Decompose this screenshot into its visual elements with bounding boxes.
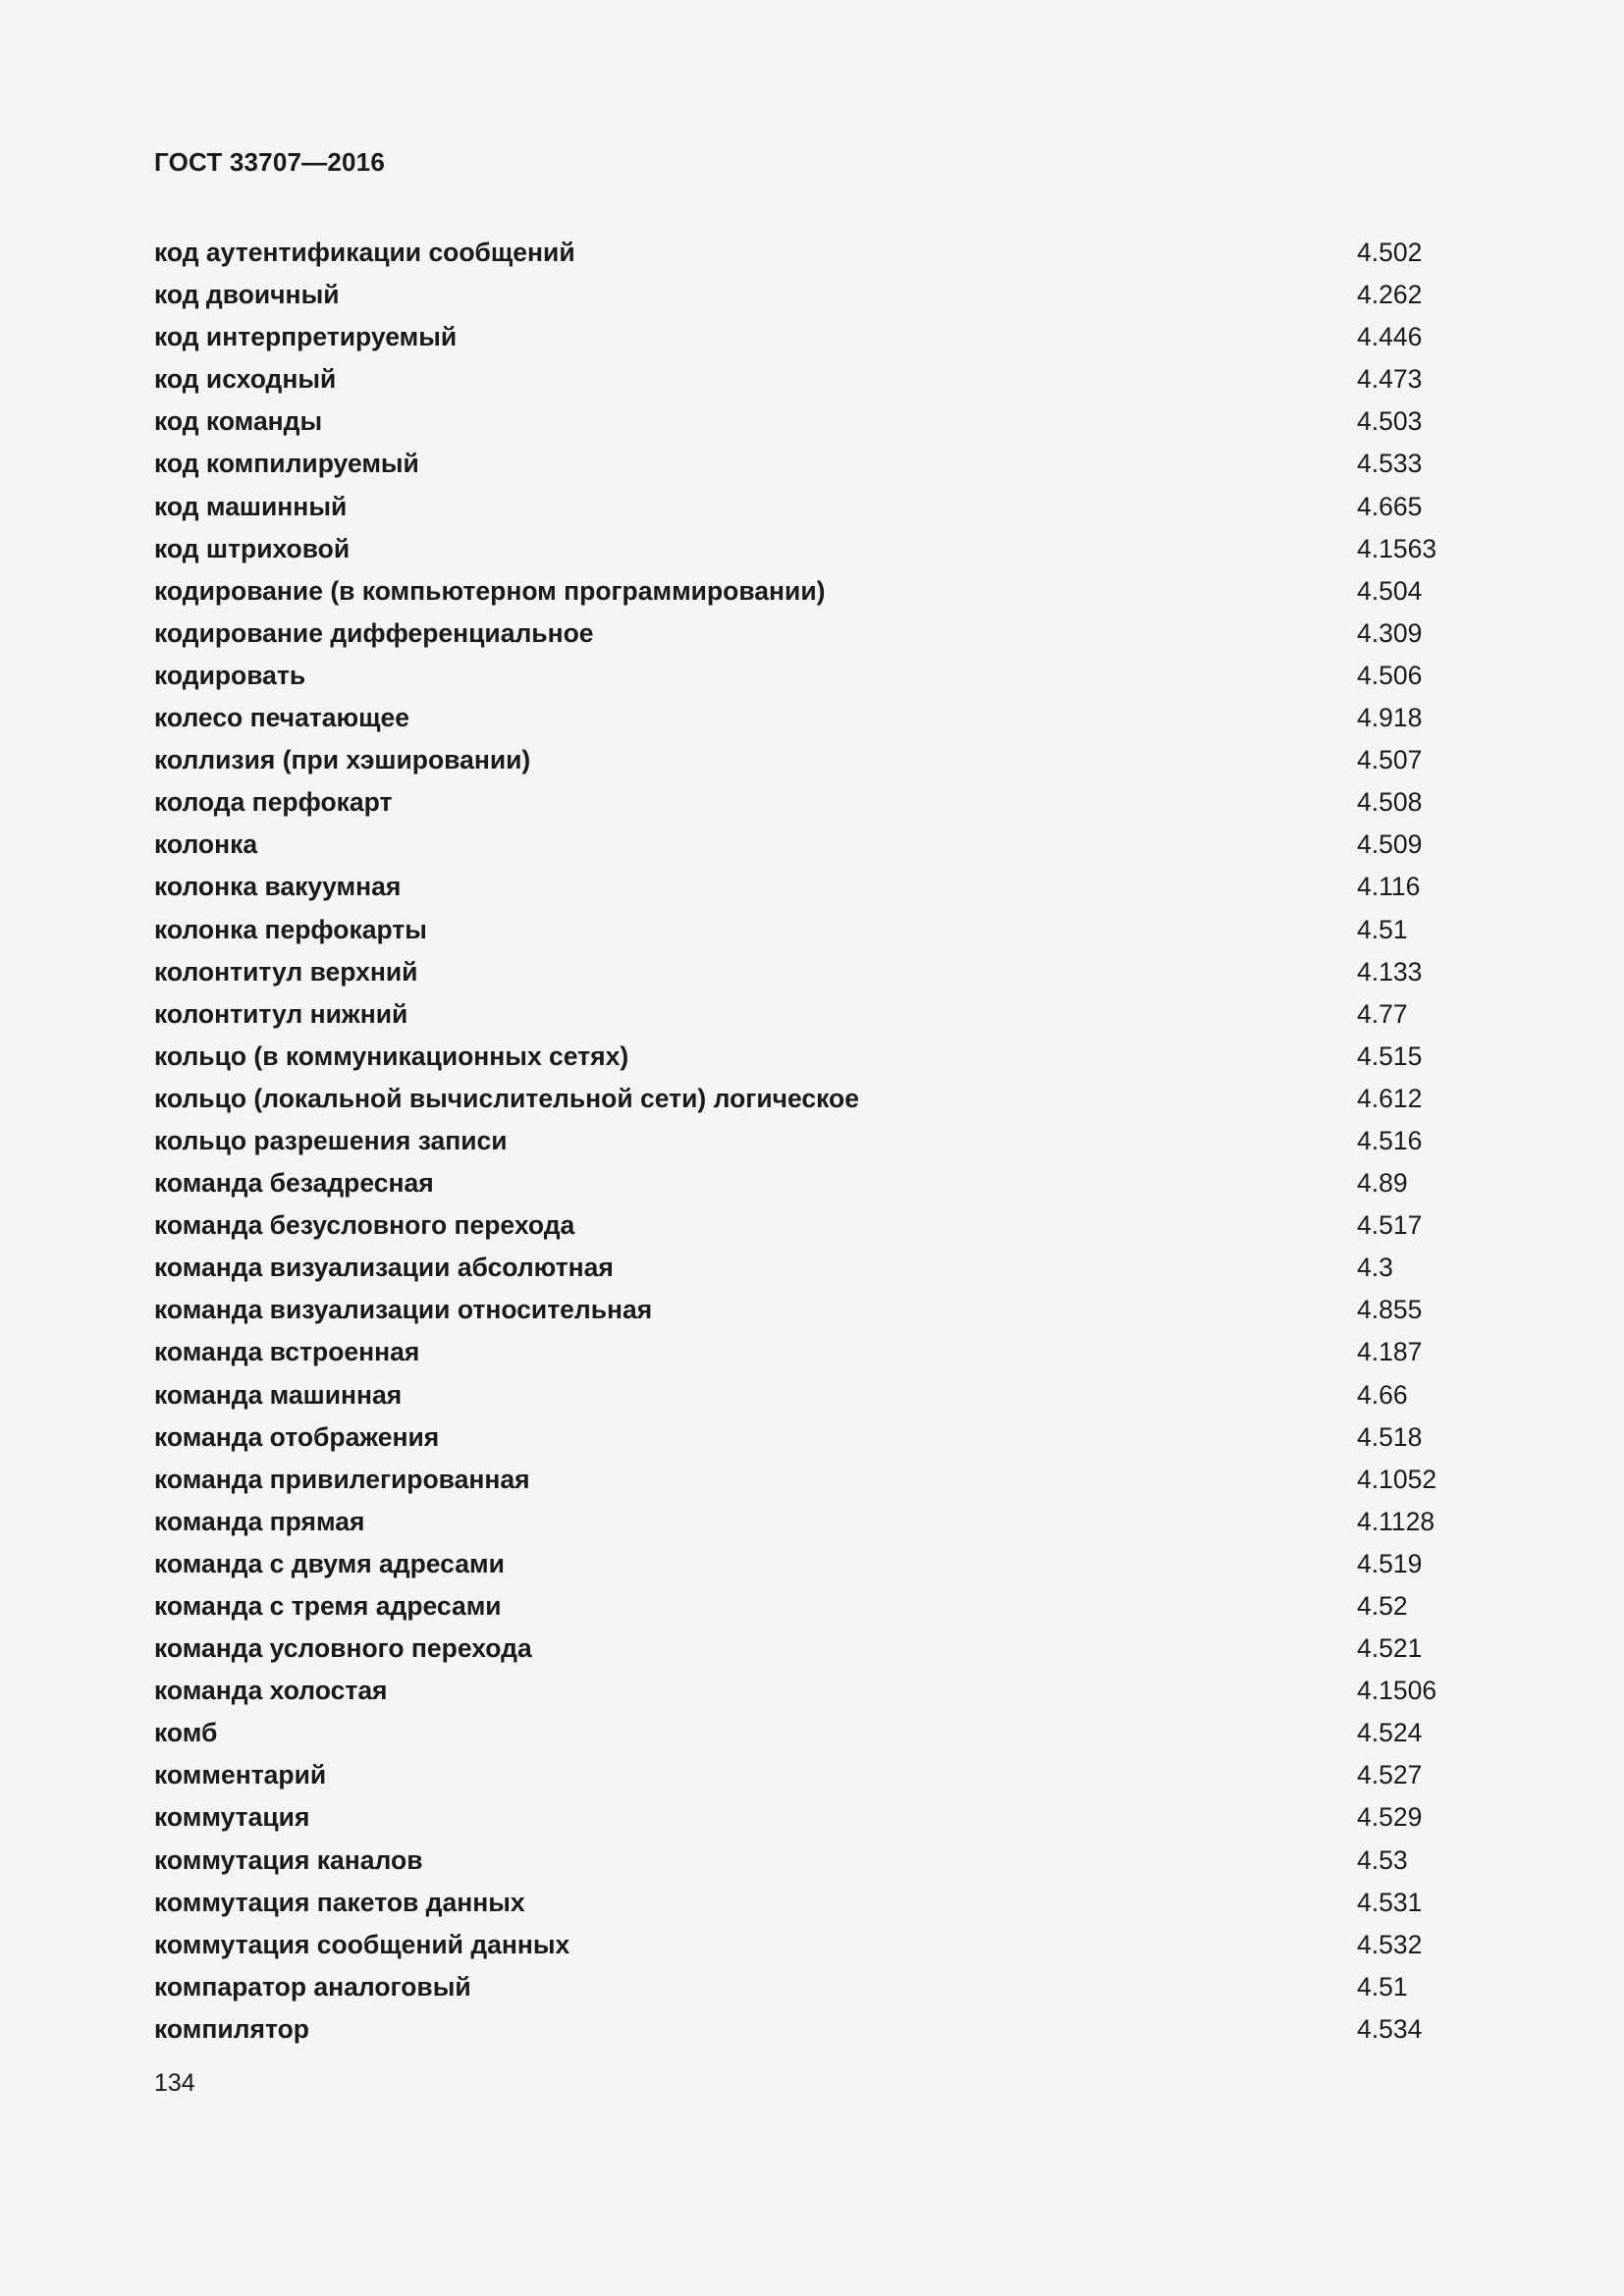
term-label: команда с двумя адресами	[154, 1548, 505, 1578]
index-entry	[154, 739, 1480, 781]
index-entry	[154, 1670, 1480, 1712]
index-entry	[154, 1840, 1480, 1882]
index-entry	[154, 1796, 1480, 1839]
index-entry	[154, 528, 1480, 570]
section-reference: 4.508	[1357, 787, 1423, 818]
index-entry	[154, 443, 1480, 485]
term-label: команда безусловного перехода	[154, 1210, 575, 1241]
index-entry	[154, 1966, 1480, 2008]
term-label: коммутация	[154, 1802, 310, 1833]
term-label: команда визуализации относительная	[154, 1295, 653, 1325]
term-label: код команды	[154, 406, 323, 437]
section-reference: 4.52	[1357, 1591, 1408, 1621]
term-label: код машинный	[154, 491, 348, 521]
section-reference: 4.507	[1357, 745, 1423, 775]
index-entry	[154, 697, 1480, 739]
term-label: команда привилегированная	[154, 1464, 530, 1494]
index-entry	[154, 232, 1480, 274]
section-reference: 4.1506	[1357, 1676, 1437, 1706]
section-reference: 4.506	[1357, 660, 1423, 690]
section-reference: 4.533	[1357, 449, 1423, 479]
section-reference: 4.1052	[1357, 1464, 1437, 1494]
term-label: кольцо (в коммуникационных сетях)	[154, 1041, 629, 1071]
term-label: коммутация каналов	[154, 1844, 423, 1875]
section-reference: 4.855	[1357, 1295, 1423, 1325]
term-label: кодировать	[154, 660, 306, 690]
section-reference: 4.51	[1357, 914, 1408, 944]
index-entry	[154, 1924, 1480, 1966]
index-entry	[154, 1882, 1480, 1924]
index-entry	[154, 1036, 1480, 1078]
term-label: колода перфокарт	[154, 787, 393, 818]
index-entry	[154, 951, 1480, 993]
term-label: код двоичный	[154, 280, 340, 310]
index-entry	[154, 1120, 1480, 1162]
section-reference: 4.529	[1357, 1802, 1423, 1833]
section-reference: 4.133	[1357, 956, 1423, 987]
term-label: коммутация сообщений данных	[154, 1929, 570, 1959]
section-reference: 4.524	[1357, 1718, 1423, 1748]
term-label: комб	[154, 1718, 218, 1748]
section-reference: 4.89	[1357, 1168, 1408, 1199]
index-entry	[154, 486, 1480, 528]
term-label: компаратор аналоговый	[154, 1971, 471, 2002]
index-entry	[154, 1162, 1480, 1204]
term-label: компилятор	[154, 2013, 309, 2044]
index-entry	[154, 358, 1480, 400]
section-reference: 4.509	[1357, 829, 1423, 860]
section-reference: 4.515	[1357, 1041, 1423, 1071]
term-label: команда прямая	[154, 1506, 365, 1536]
term-label: код компилируемый	[154, 449, 419, 479]
section-reference: 4.517	[1357, 1210, 1423, 1241]
index-entry	[154, 781, 1480, 824]
term-label: команда визуализации абсолютная	[154, 1253, 614, 1283]
section-reference: 4.531	[1357, 1887, 1423, 1917]
section-reference: 4.262	[1357, 280, 1423, 310]
term-label: команда безадресная	[154, 1168, 434, 1199]
index-entry	[154, 1754, 1480, 1796]
index-entry	[154, 1501, 1480, 1543]
section-reference: 4.1128	[1357, 1506, 1435, 1536]
term-label: колонка	[154, 829, 258, 860]
section-reference: 4.518	[1357, 1421, 1423, 1452]
section-reference: 4.66	[1357, 1379, 1408, 1410]
section-reference: 4.532	[1357, 1929, 1423, 1959]
index-entry	[154, 570, 1480, 613]
term-label: команда отображения	[154, 1421, 440, 1452]
section-reference: 4.53	[1357, 1844, 1408, 1875]
section-reference: 4.516	[1357, 1125, 1423, 1155]
section-reference: 4.446	[1357, 322, 1423, 352]
term-label: колесо печатающее	[154, 703, 409, 733]
index-entry	[154, 1628, 1480, 1670]
section-reference: 4.77	[1357, 998, 1408, 1029]
term-label: код аутентификации сообщений	[154, 238, 575, 267]
term-label: команда с тремя адресами	[154, 1591, 502, 1621]
index-entry	[154, 274, 1480, 316]
term-label: кодирование дифференциальное	[154, 617, 594, 648]
term-label: код штриховой	[154, 533, 351, 563]
term-label: коллизия (при хэшировании)	[154, 745, 531, 775]
index-entry	[154, 1543, 1480, 1585]
section-reference: 4.665	[1357, 491, 1423, 521]
page-number: 134	[154, 2069, 195, 2097]
index-entry	[154, 1204, 1480, 1247]
index-entry	[154, 1459, 1480, 1501]
section-reference: 4.918	[1357, 703, 1423, 733]
index-entry	[154, 824, 1480, 866]
term-label: кодирование (в компьютерном программировании)	[154, 575, 826, 606]
index-entry	[154, 1416, 1480, 1459]
term-label: колонтитул верхний	[154, 956, 418, 987]
term-label: код исходный	[154, 364, 337, 395]
index-entry	[154, 1247, 1480, 1289]
section-reference: 4.612	[1357, 1083, 1423, 1113]
section-reference: 4.502	[1357, 238, 1423, 267]
index-entry	[154, 909, 1480, 951]
index-entry	[154, 1289, 1480, 1331]
term-label: код интерпретируемый	[154, 322, 458, 352]
section-reference: 4.521	[1357, 1633, 1423, 1664]
section-reference: 4.187	[1357, 1337, 1423, 1367]
term-label: колонка вакуумная	[154, 872, 402, 902]
index-entry	[154, 993, 1480, 1036]
section-reference: 4.51	[1357, 1971, 1408, 2002]
index-entry	[154, 1585, 1480, 1628]
term-index-list	[154, 232, 1480, 2051]
section-reference: 4.519	[1357, 1548, 1423, 1578]
section-reference: 4.504	[1357, 575, 1423, 606]
index-entry	[154, 655, 1480, 697]
index-entry	[154, 1331, 1480, 1373]
term-label: команда машинная	[154, 1379, 403, 1410]
section-reference: 4.116	[1357, 872, 1421, 902]
section-reference: 4.1563	[1357, 533, 1437, 563]
standard-code-header: ГОСТ 33707—2016	[154, 147, 385, 177]
section-reference: 4.503	[1357, 406, 1423, 437]
index-entry	[154, 2008, 1480, 2051]
term-label: команда условного перехода	[154, 1633, 532, 1664]
index-entry	[154, 400, 1480, 443]
section-reference: 4.309	[1357, 617, 1423, 648]
term-label: колонка перфокарты	[154, 914, 427, 944]
term-label: команда холостая	[154, 1676, 388, 1706]
section-reference: 4.527	[1357, 1760, 1423, 1790]
term-label: кольцо (локальной вычислительной сети) логическое	[154, 1083, 859, 1113]
index-entry	[154, 1712, 1480, 1754]
index-entry	[154, 1078, 1480, 1120]
index-entry	[154, 316, 1480, 358]
section-reference: 4.473	[1357, 364, 1423, 395]
index-entry	[154, 1374, 1480, 1416]
index-entry	[154, 613, 1480, 655]
term-label: коммутация пакетов данных	[154, 1887, 525, 1917]
section-reference: 4.534	[1357, 2013, 1423, 2044]
term-label: колонтитул нижний	[154, 998, 408, 1029]
term-label: кольцо разрешения записи	[154, 1125, 508, 1155]
index-entry	[154, 866, 1480, 908]
section-reference: 4.3	[1357, 1253, 1393, 1283]
term-label: комментарий	[154, 1760, 327, 1790]
term-label: команда встроенная	[154, 1337, 420, 1367]
